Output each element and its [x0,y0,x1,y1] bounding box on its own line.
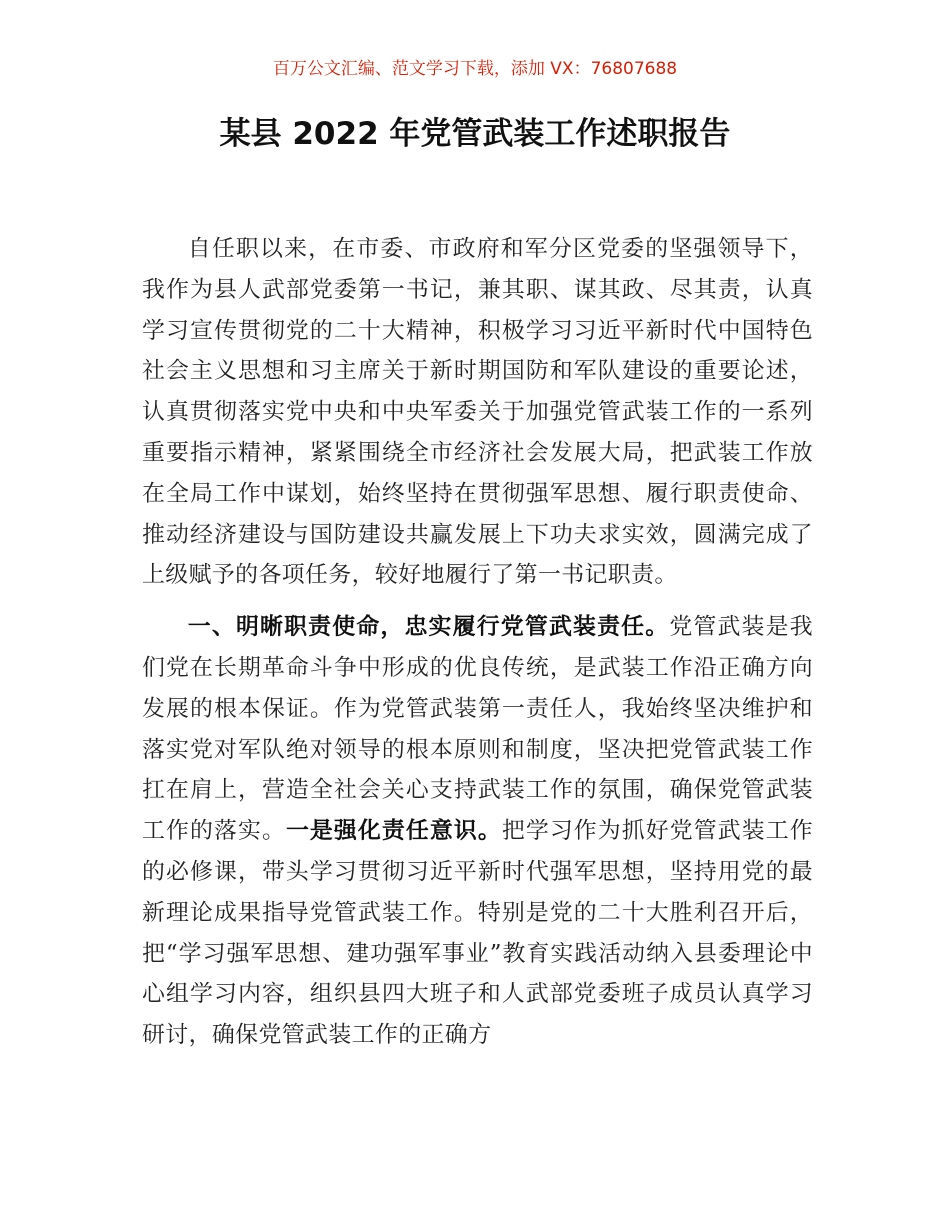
header-note: 百万公文汇编、范文学习下载，添加 VX：76807688 [272,59,678,79]
section-heading: 一、明晰职责使命，忠实履行党管武装责任。 [187,614,670,641]
document-title: 某县 2022 年党管武装工作述职报告 [219,116,731,152]
subsection-text: 把学习作为抓好党管武装工作的必修课，带头学习贯彻习近平新时代强军思想，坚持用党的最新理论成果指导党管武装工作。特别是党的二十大胜利召开后，把“学习强军思想、建功强军事业”教育实践活动纳入县委理论中心组学习内容，组织县四大班子和人武部党委班子成员认真学习研讨，确保党管武装工作的正确方 [142,818,813,1049]
document-body [142,229,813,1056]
paragraph-intro: 自任职以来，在市委、市政府和军分区党委的坚强领导下，我作为县人武部党委第一书记，兼其职、谋其政、尽其责，认真学习宣传贯彻党的二十大精神，积极学习习近平新时代中国特色社会主义思想和习主席关于新时期国防和军队建设的重要论述，认真贯彻落实党中央和中央军委关于加强党管武装工作的一系列重要指示精神，紧紧围绕全市经济社会发展大局，把武装工作放在全局工作中谋划，始终坚持在贯彻强军思想、履行职责使命、推动经济建设与国防建设共赢发展上下功夫求实效，圆满完成了上级赋予的各项任务，较好地履行了第一书记职责。 [142,236,813,589]
subsection-heading: 一是强化责任意识。 [285,818,502,845]
section-text: 党管武装是我们党在长期革命斗争中形成的优良传统，是武装工作沿正确方向发展的根本保证。作为党管武装第一责任人，我始终坚决维护和落实党对军队绝对领导的根本原则和制度，坚决把党管武装工作扛在肩上，营造全社会关心支持武装工作的氛围，确保党管武装工作的落实。 [142,614,813,845]
paragraph-section-1 [142,607,813,1056]
